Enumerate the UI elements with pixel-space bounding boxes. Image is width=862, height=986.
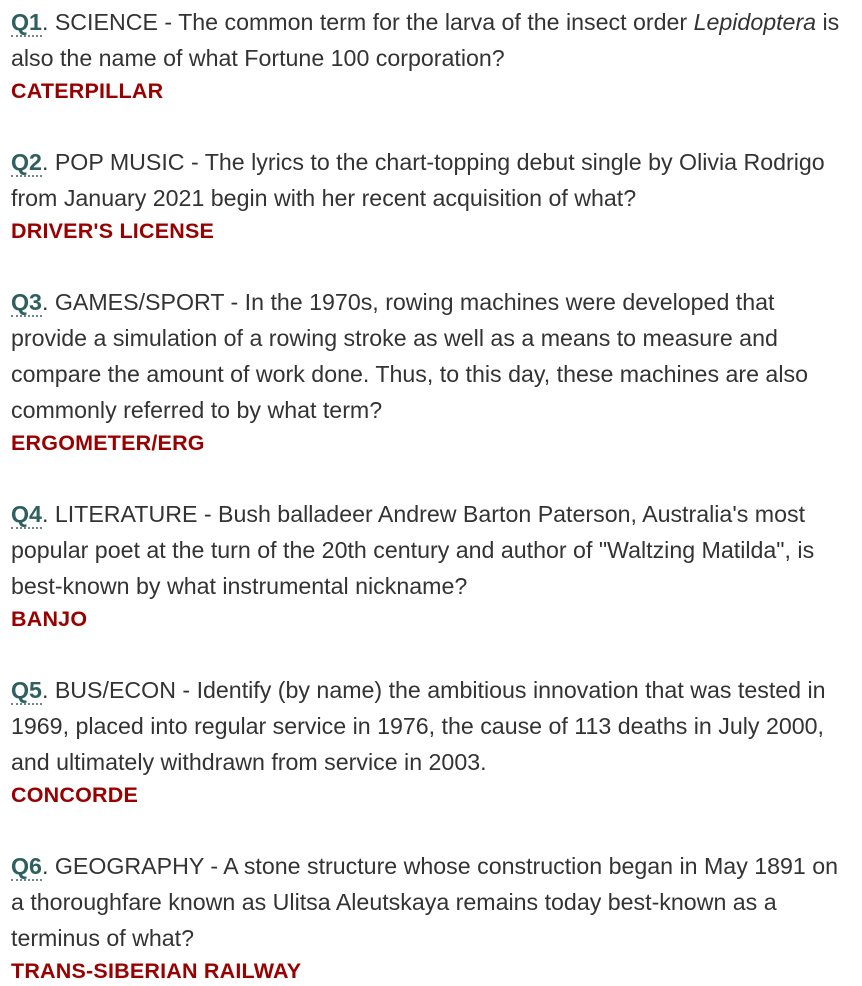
question-text: Q4. LITERATURE - Bush balladeer Andrew Barton Paterson, Australia's most popular poet at the turn of the 20th century and author of "Waltzing Matilda", is best-known by what instrumental nickname? xyxy=(11,501,815,599)
answer-text: CONCORDE xyxy=(11,783,139,807)
question-body: Bush balladeer Andrew Barton Paterson, Australia's most popular poet at the turn of the 20th century and author of "Waltzing Matilda", is best-known by what instrumental nickname? xyxy=(11,501,815,599)
answer-text: BANJO xyxy=(11,607,88,631)
question-body: The common term for the larva of the insect order xyxy=(178,9,694,35)
answer-text: ERGOMETER/ERG xyxy=(11,431,205,455)
question-item-1 xyxy=(11,4,852,106)
question-category: BUS/ECON xyxy=(54,677,176,703)
question-item-5 xyxy=(11,672,852,810)
answer-text: TRANS-SIBERIAN RAILWAY xyxy=(11,959,302,983)
question-number-link[interactable]: Q1 xyxy=(11,9,42,35)
question-number-link[interactable]: Q2 xyxy=(11,149,42,175)
question-emphasis: Lepidoptera xyxy=(693,9,817,35)
question-item-6 xyxy=(11,848,852,986)
answer-text: CATERPILLAR xyxy=(11,79,164,103)
question-item-2 xyxy=(11,144,852,246)
question-category: LITERATURE xyxy=(54,501,198,527)
question-text: Q2. POP MUSIC - The lyrics to the chart-topping debut single by Olivia Rodrigo from January 2021 begin with her recent acquisition of what? xyxy=(11,149,825,211)
question-number-link[interactable]: Q3 xyxy=(11,289,42,315)
question-category: SCIENCE xyxy=(54,9,158,35)
question-body: is also the name of what Fortune 100 corporation? xyxy=(11,9,840,71)
question-number-link[interactable]: Q5 xyxy=(11,677,42,703)
question-body: In the 1970s, rowing machines were developed that provide a simulation of a rowing stroke as well as a means to measure and compare the amount of work done. Thus, to this day, these machines are also commonly referred to by what term? xyxy=(11,289,808,423)
question-category: GAMES/SPORT xyxy=(54,289,225,315)
question-number-link[interactable]: Q4 xyxy=(11,501,42,527)
question-item-3 xyxy=(11,284,852,458)
question-body: A stone structure whose construction began in May 1891 on a thoroughfare known as Ulitsa Aleutskaya remains today best-known as a terminus of what? xyxy=(11,853,839,951)
answer-text: DRIVER'S LICENSE xyxy=(11,219,215,243)
question-category: POP MUSIC xyxy=(54,149,185,175)
question-body: The lyrics to the chart-topping debut single by Olivia Rodrigo from January 2021 begin with her recent acquisition of what? xyxy=(11,149,825,211)
question-item-4 xyxy=(11,496,852,634)
question-text: Q5. BUS/ECON - Identify (by name) the ambitious innovation that was tested in 1969, placed into regular service in 1976, the cause of 113 deaths in July 2000, and ultimately withdrawn from service in 2003. xyxy=(11,677,826,775)
question-text: Q1. SCIENCE - The common term for the larva of the insect order Lepidoptera is also the name of what Fortune 100 corporation? xyxy=(11,9,840,71)
question-body: Identify (by name) the ambitious innovation that was tested in 1969, placed into regular service in 1976, the cause of 113 deaths in July 2000, and ultimately withdrawn from service in 2003. xyxy=(11,677,826,775)
question-category: GEOGRAPHY xyxy=(54,853,204,879)
question-text: Q3. GAMES/SPORT - In the 1970s, rowing machines were developed that provide a simulation of a rowing stroke as well as a means to measure and compare the amount of work done. Thus, to this day, these machines are also commonly referred to by what term? xyxy=(11,289,808,423)
question-text: Q6. GEOGRAPHY - A stone structure whose construction began in May 1891 on a thoroughfare known as Ulitsa Aleutskaya remains today best-known as a terminus of what? xyxy=(11,853,839,951)
question-number-link[interactable]: Q6 xyxy=(11,853,42,879)
